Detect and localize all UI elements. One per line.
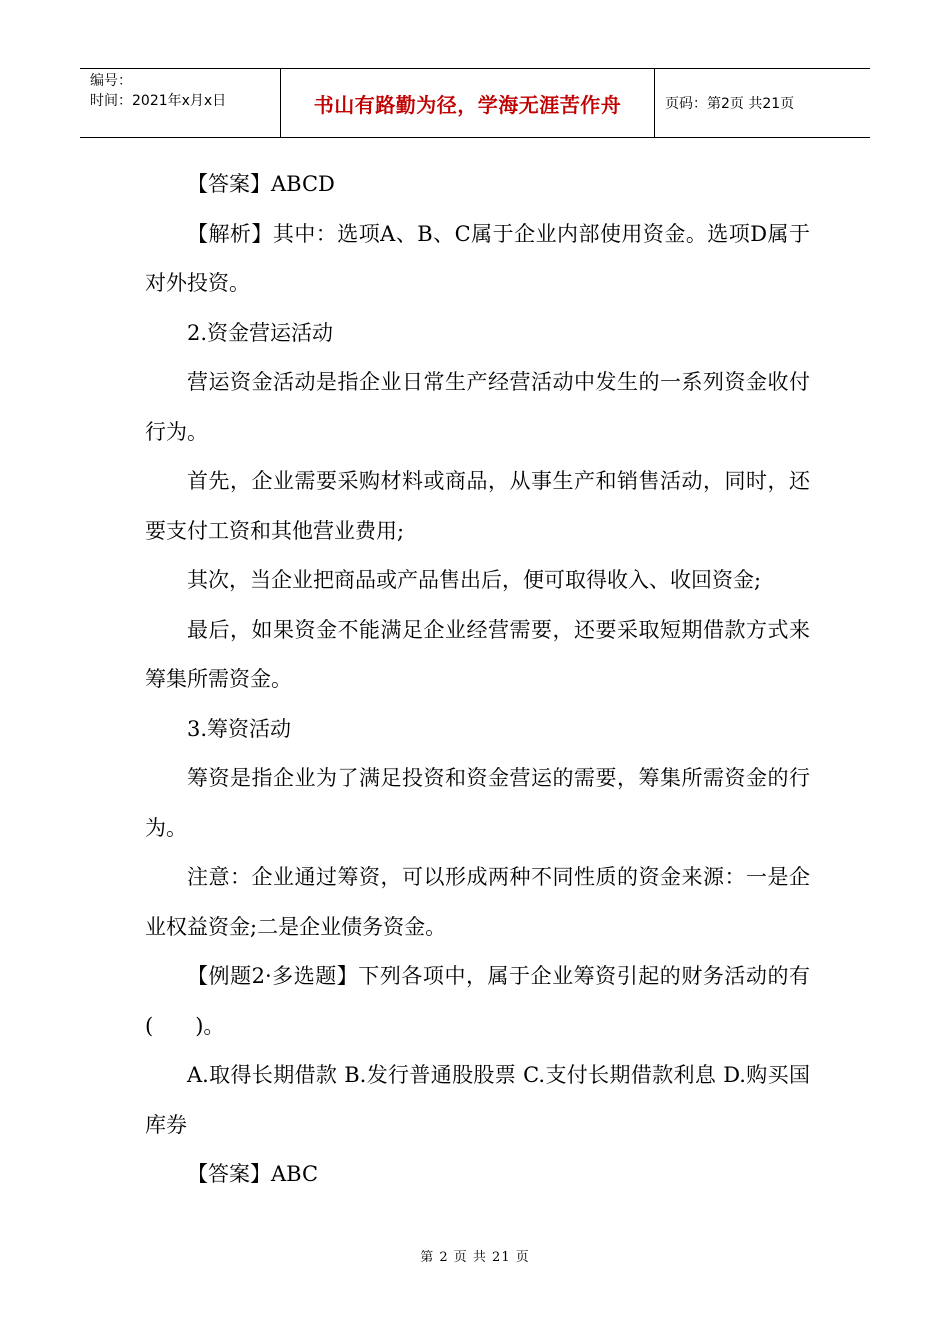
example-options: A.取得长期借款 B.发行普通股股票 C.支付长期借款利息 D.购买国库券 [145, 1063, 810, 1137]
paragraph: 营运资金活动是指企业日常生产经营活动中发生的一系列资金收付行为。 [145, 370, 810, 444]
section-heading-2: 2.资金营运活动 [187, 320, 334, 345]
code-label: 编号： [90, 73, 132, 89]
page-header [80, 68, 870, 138]
answer-2: 【答案】ABC [187, 1162, 319, 1186]
header-motto: 书山有路勤为径，学海无涯苦作舟 [281, 69, 655, 137]
header-page-info: 页码：第2页 共21页 [665, 96, 795, 112]
analysis-1: 【解析】其中：选项A、B、C属于企业内部使用资金。选项D属于对外投资。 [145, 221, 810, 295]
answer-1: 【答案】ABCD [187, 172, 335, 196]
page-footer: 第 2 页 共 21 页 [420, 1250, 530, 1265]
paragraph: 首先，企业需要采购材料或商品，从事生产和销售活动，同时，还要支付工资和其他营业费用; [145, 469, 810, 543]
example-question: 【例题2·多选题】下列各项中，属于企业筹资引起的财务活动的有( )。 [145, 964, 810, 1038]
document-body [145, 160, 810, 1200]
paragraph: 最后，如果资金不能满足企业经营需要，还要采取短期借款方式来筹集所需资金。 [145, 617, 810, 691]
time-label: 时间：2021年x月x日 [90, 93, 227, 109]
note-paragraph: 注意：企业通过筹资，可以形成两种不同性质的资金来源：一是企业权益资金;二是企业债务资金。 [145, 865, 810, 939]
paragraph: 其次，当企业把商品或产品售出后，便可取得收入、收回资金; [187, 568, 762, 592]
section-heading-3: 3.筹资活动 [187, 716, 292, 741]
header-meta [80, 69, 281, 137]
paragraph: 筹资是指企业为了满足投资和资金营运的需要，筹集所需资金的行为。 [145, 766, 810, 840]
